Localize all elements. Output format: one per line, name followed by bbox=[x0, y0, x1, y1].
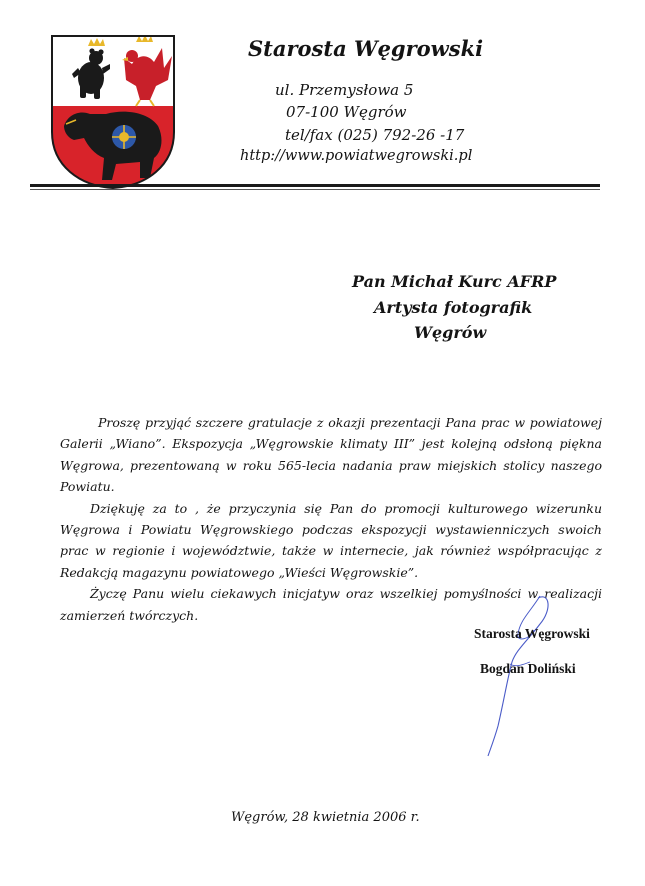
address-street: ul. Przemysłowa 5 bbox=[275, 81, 414, 99]
recipient-city: Węgrów bbox=[414, 323, 487, 342]
recipient-name: Pan Michał Kurc AFRP bbox=[352, 272, 557, 291]
phone-fax: tel/fax (025) 792-26 -17 bbox=[285, 126, 465, 144]
signature-title: Starosta Węgrowski bbox=[474, 626, 590, 641]
body-paragraph: Dziękuję za to , że przyczynia się Pan do promocji kulturowego wizerunku Węgrowa i Powiatu Węgrowskiego podczas ekspozycji wystawienniczych swoich prac w regionie i województwie, także w internecie, jak również współpracując z Redakcją magazynu powiatowego „Wieści Węgrowskie”. bbox=[60, 500, 602, 580]
website-link[interactable]: http://www.powiatwegrowski.pl bbox=[240, 148, 473, 164]
body-paragraph: Proszę przyjąć szczere gratulacje z okazji prezentacji Pana prac w powiatowej Galerii „Wiano”. Ekspozycja „Węgrowskie klimaty III” jest kolejną odsłoną piękna Węgrowa, prezentowaną w roku 565-lecia nadania praw miejskich stolicy naszego Powiatu. bbox=[60, 415, 602, 495]
header-divider-thin bbox=[30, 189, 600, 190]
date-line: Węgrów, 28 kwietnia 2006 r. bbox=[231, 810, 420, 825]
signature-name: Bogdan Doliński bbox=[480, 661, 576, 676]
coat-of-arms-emblem bbox=[50, 34, 176, 190]
address-postal: 07-100 Węgrów bbox=[286, 103, 407, 121]
header-divider bbox=[30, 184, 600, 187]
body-paragraph: Życzę Panu wielu ciekawych inicjatyw oraz wszelkiej pomyślności w realizacji zamierzeń twórczych. bbox=[60, 586, 602, 623]
recipient-profession: Artysta fotografik bbox=[374, 298, 533, 317]
issuer-title: Starosta Węgrowski bbox=[248, 36, 484, 61]
